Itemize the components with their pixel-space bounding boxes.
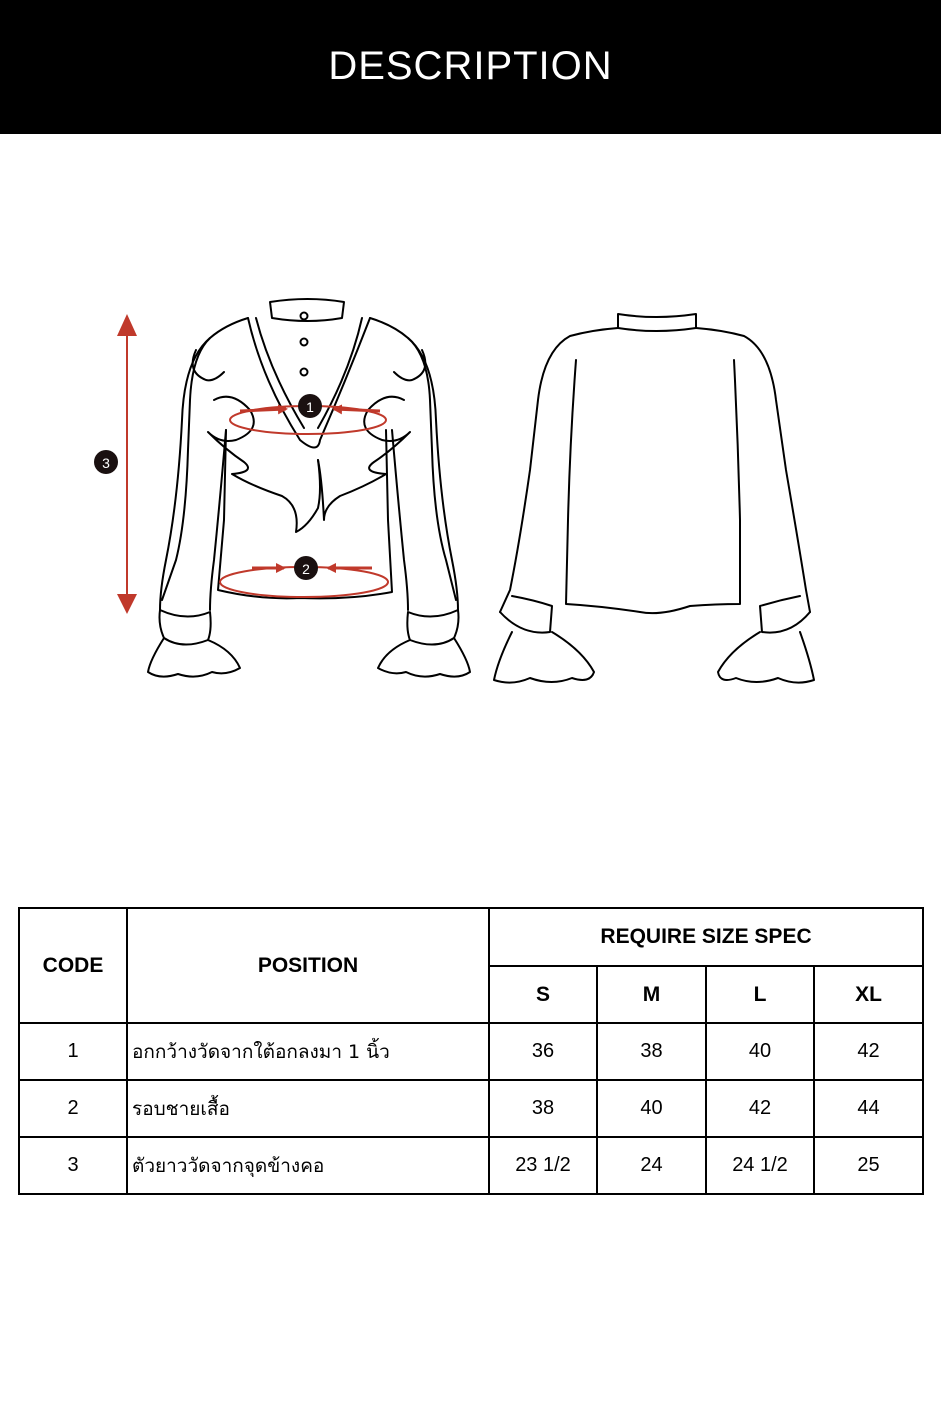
row-position: อกกว้างวัดจากใต้อกลงมา 1 นิ้ว xyxy=(127,1023,489,1080)
header-require-size-spec: REQUIRE SIZE SPEC xyxy=(489,908,923,966)
row-value-l: 40 xyxy=(706,1023,814,1080)
row-position: ตัวยาววัดจากจุดข้างคอ xyxy=(127,1137,489,1194)
row-value-m: 24 xyxy=(597,1137,706,1194)
table-row xyxy=(19,1023,923,1080)
size-spec-table xyxy=(18,907,924,1195)
row-value-l: 42 xyxy=(706,1080,814,1137)
row-value-s: 36 xyxy=(489,1023,597,1080)
header-code: CODE xyxy=(19,908,127,1023)
marker-2-label: 2 xyxy=(302,561,310,577)
row-value-xl: 44 xyxy=(814,1080,923,1137)
size-s: S xyxy=(489,966,597,1023)
row-value-xl: 25 xyxy=(814,1137,923,1194)
garment-illustration xyxy=(0,134,941,834)
front-blouse-drawing xyxy=(148,299,470,677)
marker-1-label: 1 xyxy=(306,399,314,415)
row-value-m: 40 xyxy=(597,1080,706,1137)
row-code: 1 xyxy=(19,1023,127,1080)
table-row xyxy=(19,1080,923,1137)
back-blouse-drawing xyxy=(494,314,814,683)
table-header-row xyxy=(19,908,923,966)
row-code: 2 xyxy=(19,1080,127,1137)
row-value-s: 38 xyxy=(489,1080,597,1137)
measurement-annotations xyxy=(94,314,388,614)
length-arrow-top xyxy=(117,314,137,336)
row-value-l: 24 1/2 xyxy=(706,1137,814,1194)
size-xl: XL xyxy=(814,966,923,1023)
row-value-m: 38 xyxy=(597,1023,706,1080)
size-m: M xyxy=(597,966,706,1023)
size-l: L xyxy=(706,966,814,1023)
table-row xyxy=(19,1137,923,1194)
marker-3-label: 3 xyxy=(102,455,110,471)
chest-arrow-right xyxy=(334,409,380,411)
header-position: POSITION xyxy=(127,908,489,1023)
row-code: 3 xyxy=(19,1137,127,1194)
length-arrow-bottom xyxy=(117,594,137,614)
chest-arrow-left xyxy=(240,409,286,411)
page-title: DESCRIPTION xyxy=(328,43,613,88)
header-bar xyxy=(0,0,941,134)
row-value-s: 23 1/2 xyxy=(489,1137,597,1194)
row-position: รอบชายเสื้อ xyxy=(127,1080,489,1137)
row-value-xl: 42 xyxy=(814,1023,923,1080)
